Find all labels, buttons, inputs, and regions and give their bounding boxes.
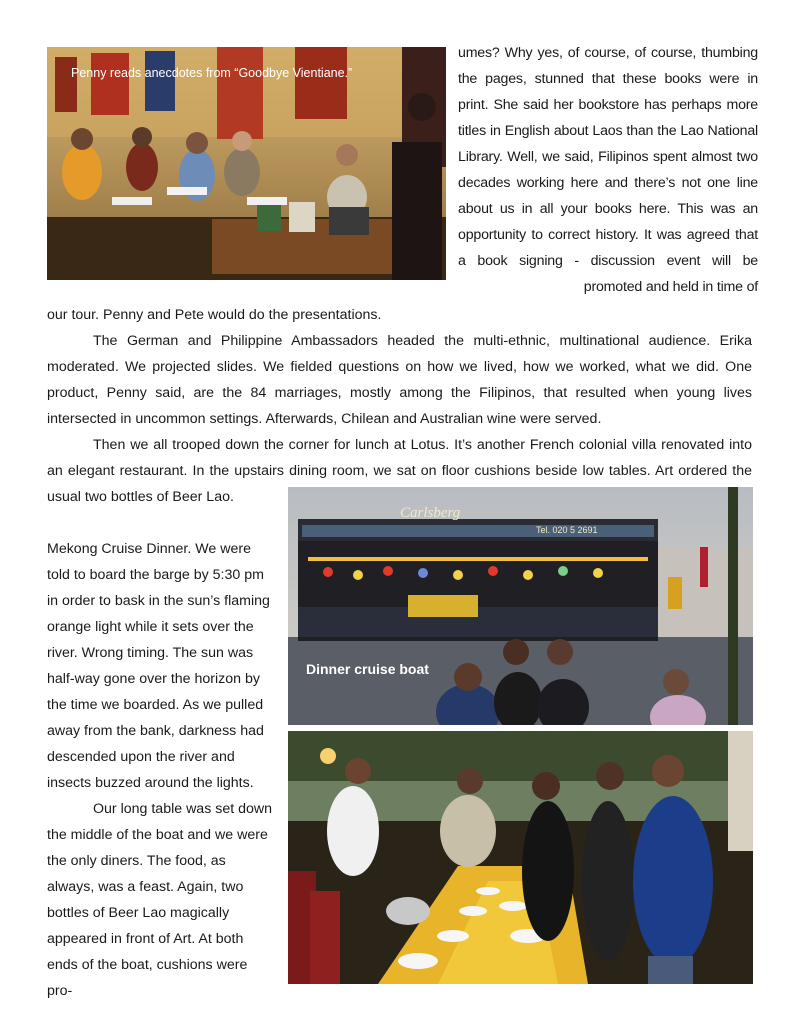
book-reading-image [47, 47, 446, 280]
paragraph-ambassadors: The German and Philippine Ambassadors headed the multi-ethnic, multinational audience. Erika moderated. We projected slides. We fielded questions on how we lived, how we worked, what we did. One product, Penny said, are the 84 marriages, mostly among the Filipinos, that resulted when young lives intersected in uncommon settings. Afterwards, Chilean and Australian wine were served. [47, 333, 752, 427]
text-right-column: umes? Why yes, of course, of course, thumbing the pages, stunned that these books were in print. She said her bookstore has perhaps more titles in English about Laos than the Lao National Library. Well, we said, Filipinos spent almost two decades working here and there’s not one line about us in all your books here. This was an opportunity to correct history. It was agreed that a book signing - discussion event will be promoted and held in time of [458, 45, 758, 295]
paragraph-lotus: Then we all trooped down the corner for lunch at Lotus. It’s another French colonial villa renovated into an elegant restaurant. In the upstairs dining room, we sat on floor cushions beside low tables. Art ordered the usual two bottles of Beer Lao. [47, 437, 752, 505]
paragraph-mekong-cruise: Mekong Cruise Dinner. We were told to board the barge by 5:30 pm in order to bask in the sun’s flaming orange light while it sets over the river. Wrong timing. The sun was half-way gone over the horizon by the time we boarded. As we pulled away from the bank, darkness had descended upon the river and insects buzzed around the lights. [47, 541, 270, 791]
photo-cruise-boat [288, 487, 753, 725]
photo-caption-reading: Penny reads anecdotes from “Goodbye Vientiane.” [71, 66, 353, 80]
photo-dinner-table [288, 731, 753, 984]
boat-phone-text: Tel. 020 5 2691 [536, 525, 598, 535]
dinner-table-image [288, 731, 753, 984]
cruise-boat-image [288, 487, 753, 725]
paragraph-long-table: Our long table was set down the middle of the boat and we were the only diners. The food, as always, was a feast. Again, two bottles of Beer Lao magically appeared in front of Art. At both ends of the boat, cushions were pro- [47, 801, 273, 999]
photo-caption-cruise: Dinner cruise boat [306, 661, 429, 677]
boat-sign-text: Carlsberg [400, 505, 461, 521]
photo-book-reading [47, 47, 446, 280]
text-continuation: our tour. Penny and Pete would do the presentations. [47, 307, 382, 323]
